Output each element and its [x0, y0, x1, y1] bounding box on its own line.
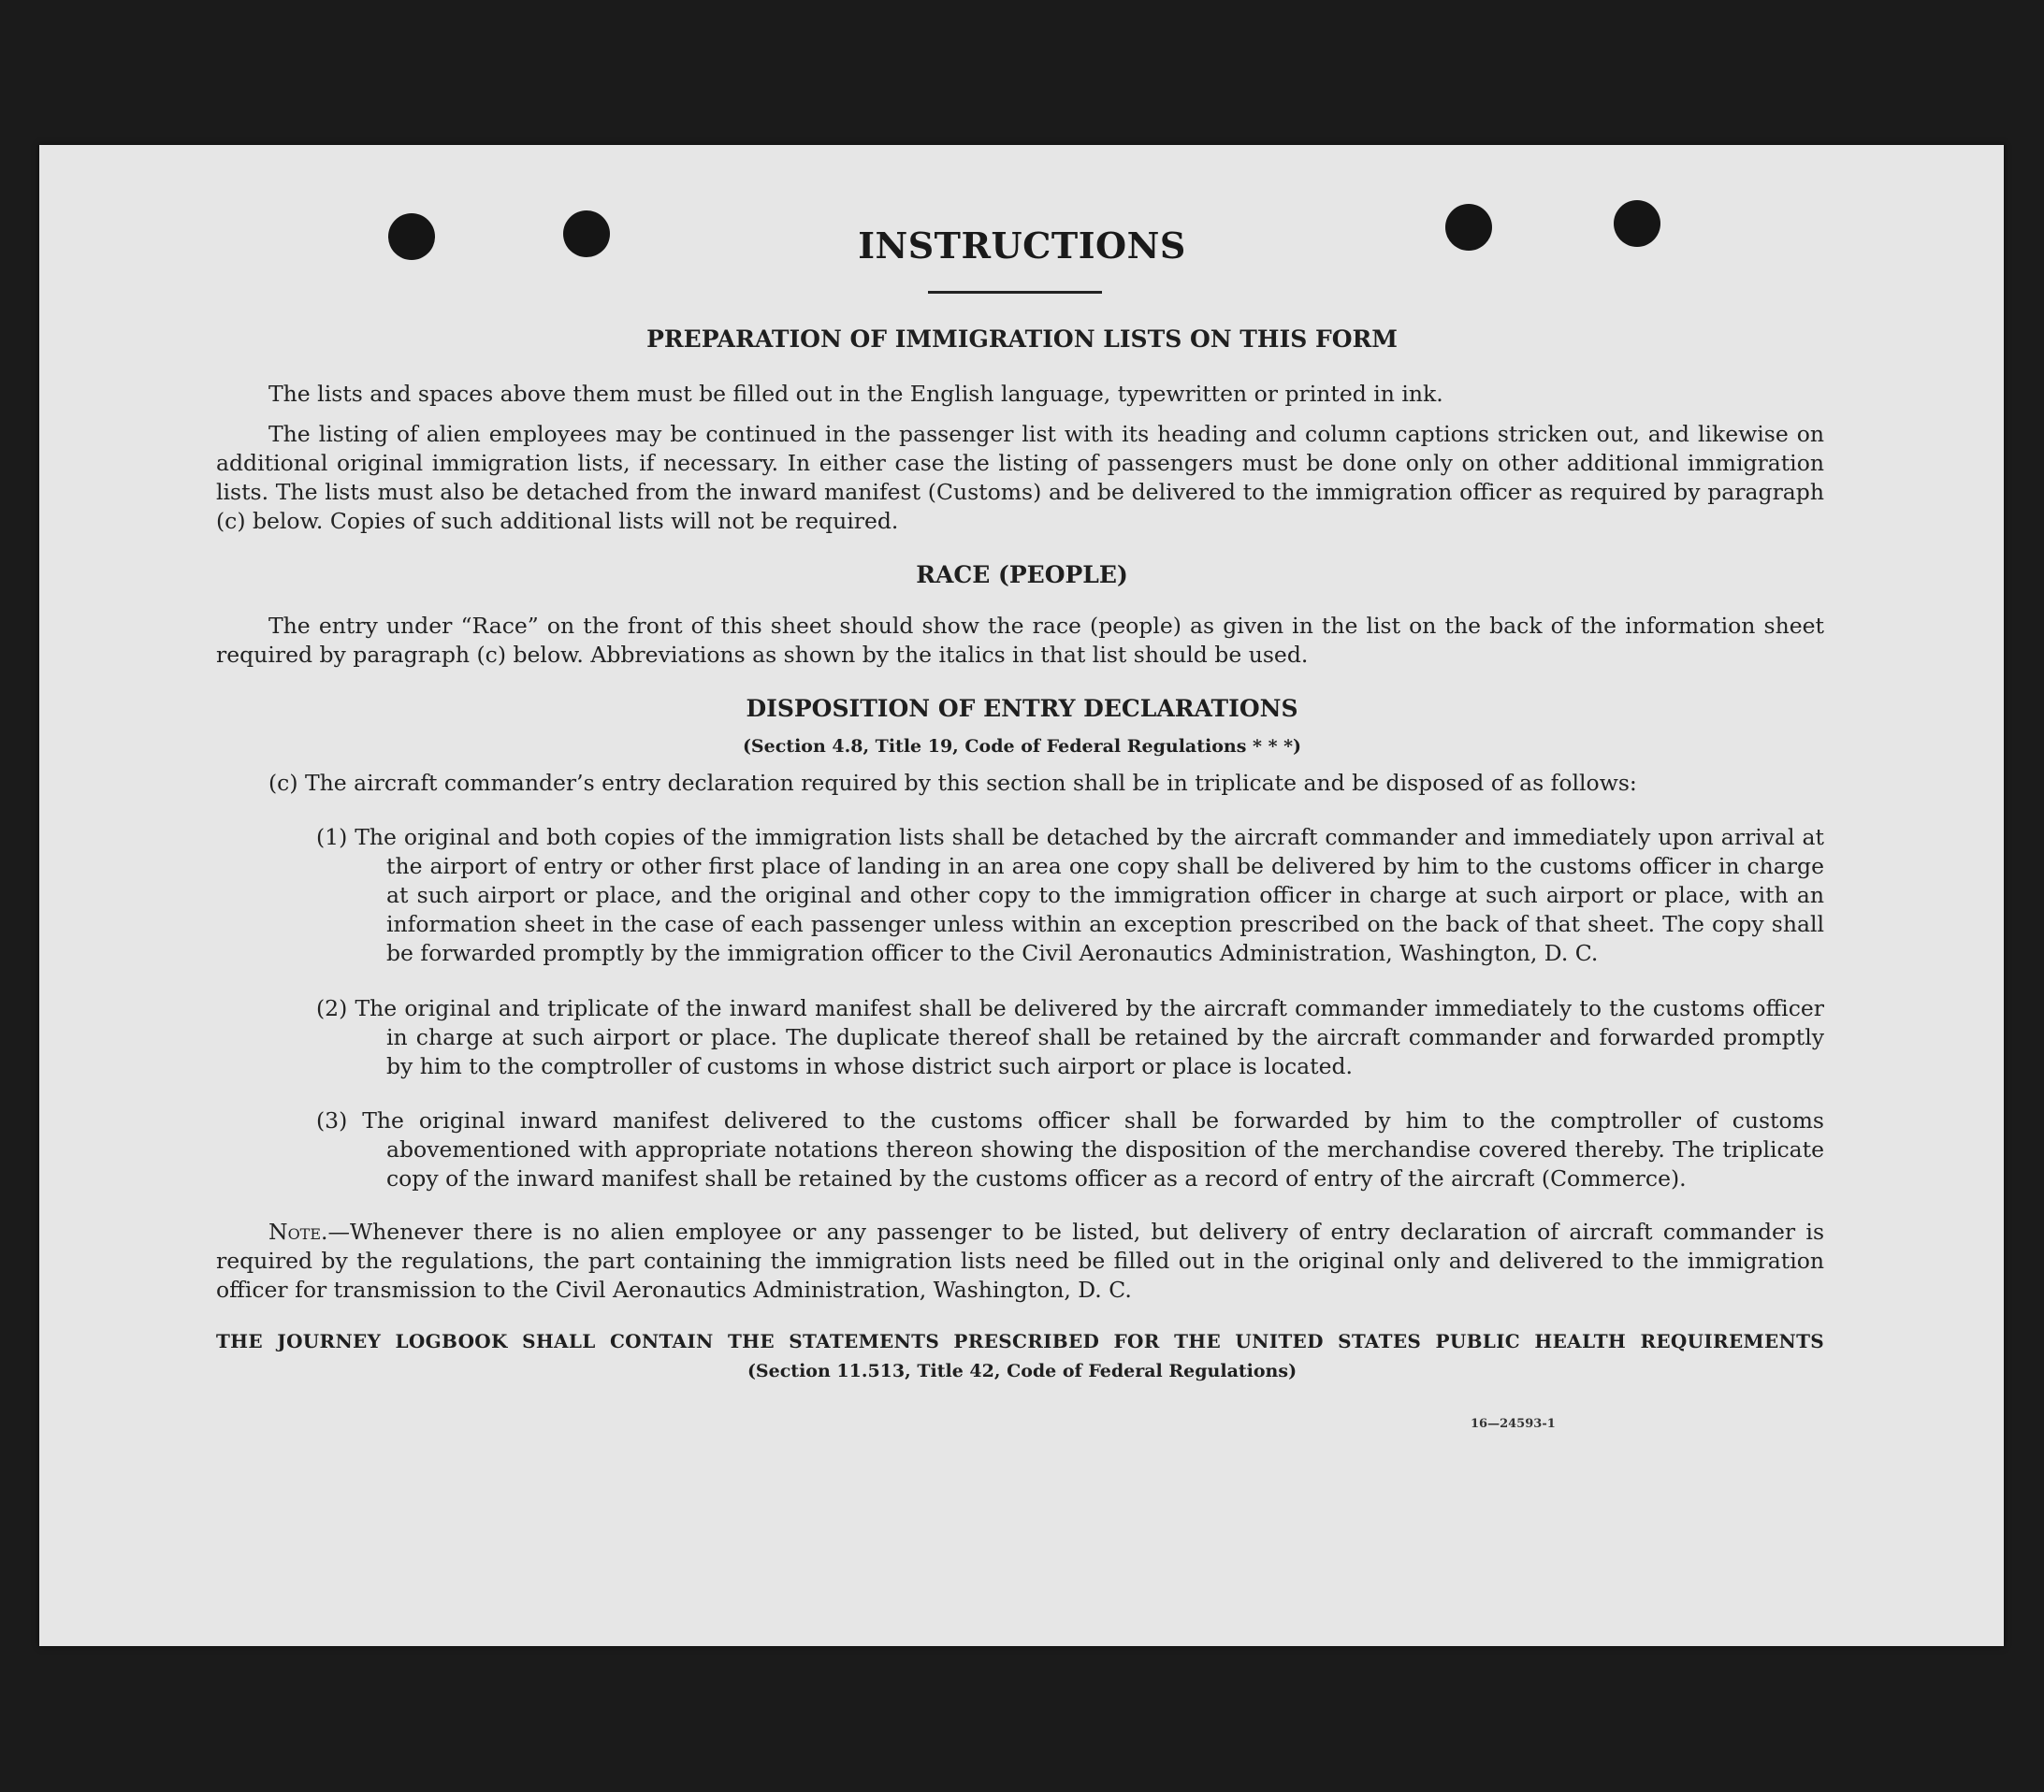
disposition-citation: (Section 4.8, Title 19, Code of Federal Regulations * * *): [742, 736, 1302, 757]
logbook-citation: (Section 11.513, Title 42, Code of Federal Regulations): [747, 1361, 1297, 1381]
disposition-intro: (c) The aircraft commander’s entry declaration required by this section shall be in triplicate and be disposed of as follows:: [268, 770, 1637, 796]
logbook-statement: THE JOURNEY LOGBOOK SHALL CONTAIN THE STATEMENTS PRESCRIBED FOR THE UNITED STATES PUBLIC HEALTH REQUIREMENTS: [216, 1330, 1824, 1352]
race-heading: RACE (PEOPLE): [916, 561, 1128, 588]
note-paragraph: Note.—Whenever there is no alien employee or any passenger to be listed, but delivery of entry declaration of aircraft commander is required by the regulations, the part containing the immigration lists need be filled out in the original only and delivered to the immigration officer for transmission to the Civil Aeronautics Administration, Washington, D. C.: [216, 1219, 1824, 1303]
note-label: Note.: [268, 1219, 328, 1245]
title-underline: [928, 291, 1102, 294]
disposition-heading: DISPOSITION OF ENTRY DECLARATIONS: [746, 695, 1298, 722]
preparation-paragraph-1: The lists and spaces above them must be filled out in the English language, typewritten or printed in ink.: [268, 381, 1443, 407]
page-title: INSTRUCTIONS: [858, 224, 1186, 267]
race-paragraph: The entry under “Race” on the front of this sheet should show the race (people) as given in the list on the back of the information sheet required by paragraph (c) below. Abbreviations as shown by the italics in that list should be used.: [216, 613, 1824, 668]
preparation-paragraph-2: The listing of alien employees may be continued in the passenger list with its heading and column captions stricken out, and likewise on additional original immigration lists, if necessary. In either case the listing of passengers must be done only on other additional immigration lists. The lists must also be detached from the inward manifest (Customs) and be delivered to the immigration officer as required by paragraph (c) below. Copies of such additional lists will not be required.: [216, 421, 1824, 534]
disposition-item-1: (1) The original and both copies of the immigration lists shall be detached by the aircraft commander and immediately upon arrival at the airport of entry or other first place of landing in an area one copy shall be delivered by him to the customs officer in charge at such airport or place, and the original and other copy to the immigration officer in charge at such airport or place, with an information sheet in the case of each passenger unless within an exception prescribed on the back of that sheet. The copy shall be forwarded promptly by the immigration officer to the Civil Aeronautics Administration, Washington, D. C.: [316, 824, 1824, 966]
preparation-heading: PREPARATION OF IMMIGRATION LISTS ON THIS FORM: [646, 325, 1398, 353]
form-number: 16—24593-1: [1471, 1417, 1556, 1431]
disposition-item-2: (2) The original and triplicate of the inward manifest shall be delivered by the aircraft commander immediately to the customs officer in charge at such airport or place. The duplicate thereof shall be retained by the aircraft commander and forwarded promptly by him to the comptroller of customs in whose district such airport or place is located.: [316, 995, 1824, 1079]
disposition-item-3: (3) The original inward manifest delivered to the customs officer shall be forwarded by him to the comptroller of customs abovementioned with appropriate notations thereon showing the disposition of the merchandise covered thereby. The triplicate copy of the inward manifest shall be retained by the customs officer as a record of entry of the aircraft (Commerce).: [316, 1107, 1824, 1192]
